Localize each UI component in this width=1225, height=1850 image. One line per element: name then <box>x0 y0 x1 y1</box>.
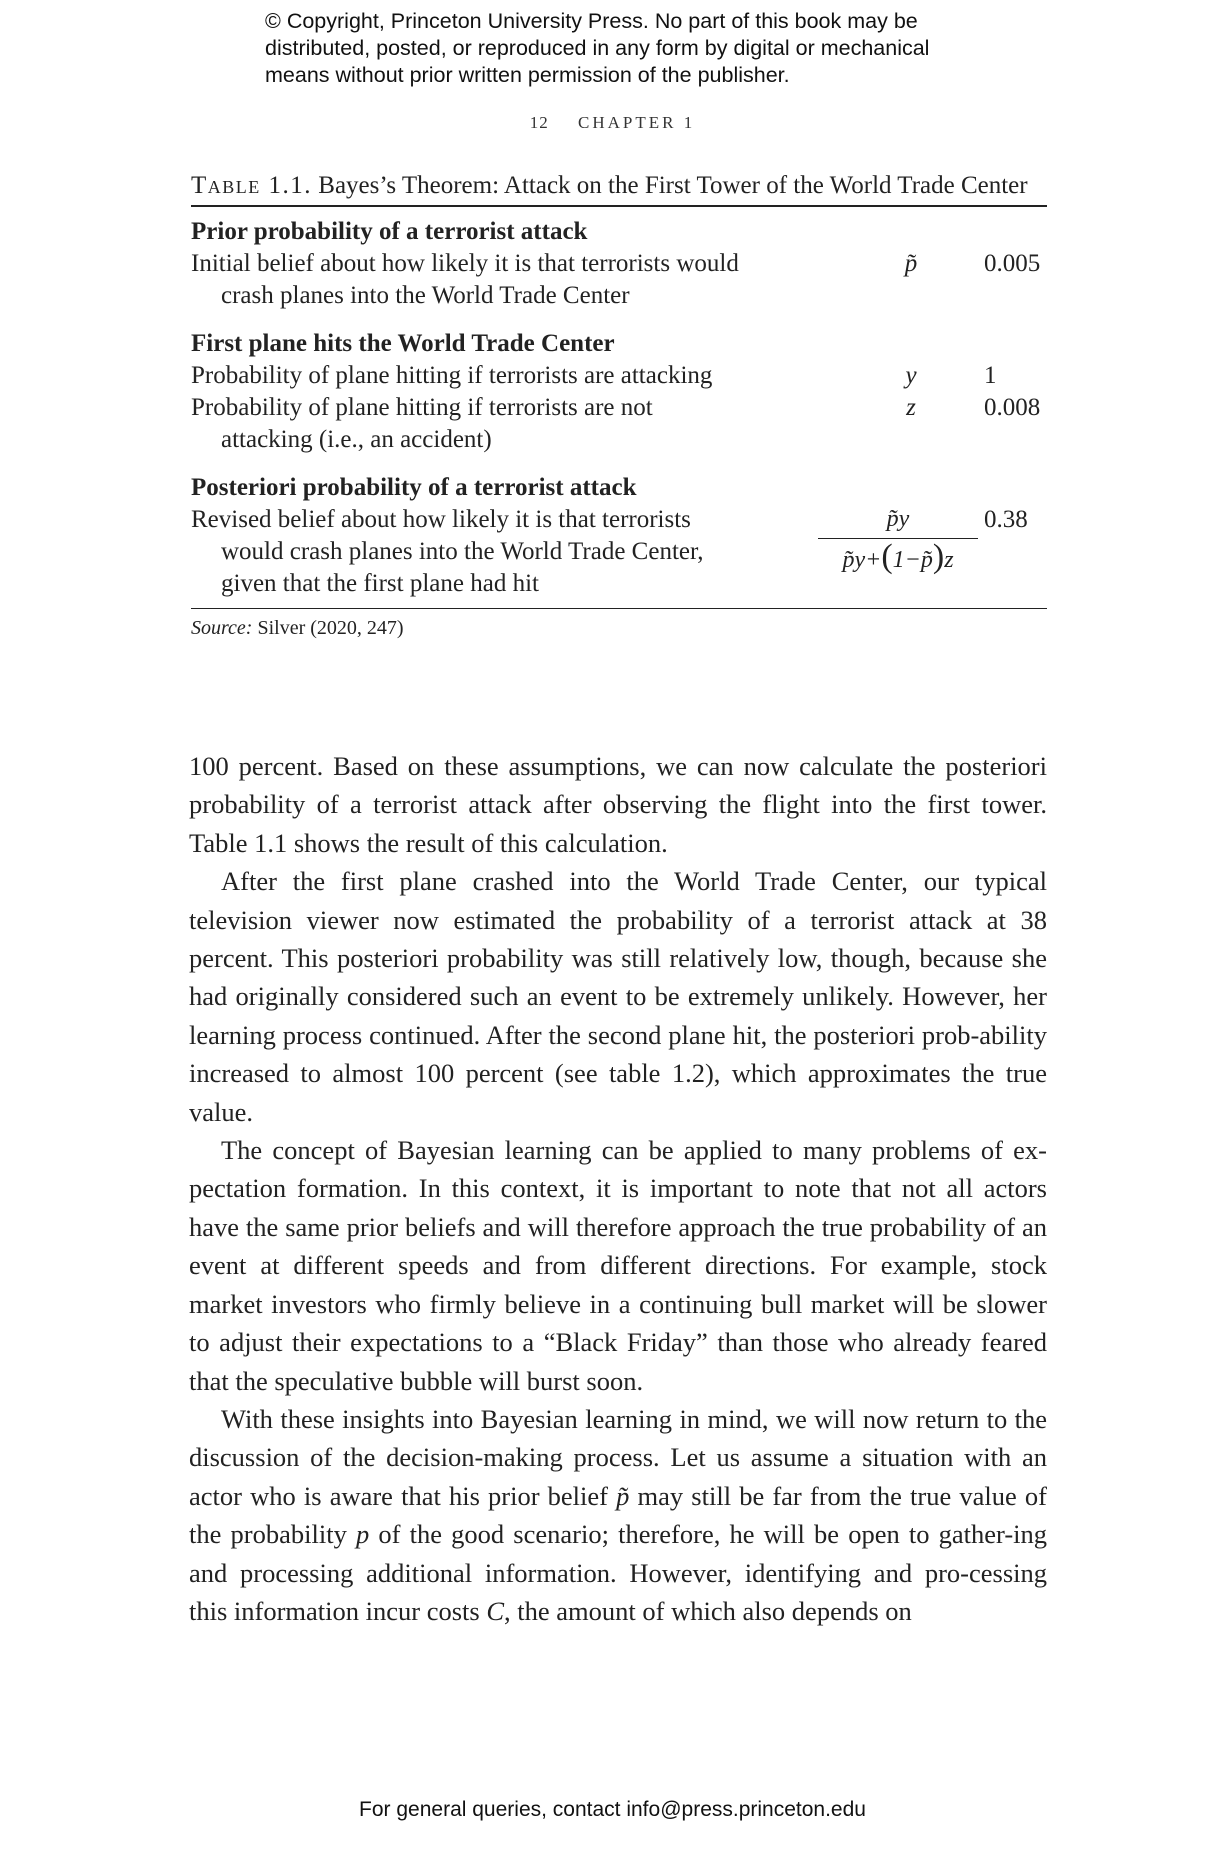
bayes-formula <box>818 504 978 578</box>
row-desc-line: Initial belief about how likely it is that terrorists would <box>191 250 739 277</box>
section-heading: First plane hits the World Trade Center <box>191 330 615 357</box>
body-text <box>189 747 1047 1630</box>
copyright-line: means without prior written permission of the publisher. <box>265 63 790 87</box>
row-desc-line: Probability of plane hitting if terrorists are attacking <box>191 362 713 389</box>
source-label: Source: <box>191 617 253 639</box>
table-label: Table 1.1. <box>191 172 313 199</box>
section-heading: Prior probability of a terrorist attack <box>191 218 588 245</box>
source-text: Silver (2020, 247) <box>257 617 404 639</box>
copyright-line: distributed, posted, or reproduced in any form by digital or mechanical <box>265 36 930 60</box>
footer-contact: For general queries, contact info@press.princeton.edu <box>359 1798 866 1821</box>
table-row <box>191 504 1047 600</box>
table-row <box>191 248 1047 312</box>
formula-den-term: z <box>944 547 954 573</box>
copyright-line: © Copyright, Princeton University Press. No part of this book may be <box>265 9 918 33</box>
table-row <box>191 360 1047 392</box>
formula-denominator <box>818 539 978 578</box>
table-section <box>191 471 1047 600</box>
paragraph-text: , the amount of which also depends on <box>504 1595 912 1626</box>
row-symbol: z <box>906 394 916 421</box>
paragraph-text: of the good scenario; therefore, he will be open to gather-ing and processing additional information. However, identifying and pro-cessing this information incur costs <box>189 1519 1048 1626</box>
table-section <box>191 215 1047 312</box>
row-value: 1 <box>984 362 997 389</box>
table-1-1 <box>191 170 1047 641</box>
table-caption <box>191 170 1047 202</box>
formula-den-term: 1−p̃ <box>892 547 933 573</box>
row-value: 0.008 <box>984 394 1041 421</box>
section-heading: Posteriori probability of a terrorist attack <box>191 474 637 501</box>
paragraph <box>189 1400 1047 1630</box>
table-title: Bayes’s Theorem: Attack on the First Tower of the World Trade Center <box>318 172 1028 199</box>
table-source <box>191 615 1047 641</box>
paragraph-text: may still be far from the true value of the probability <box>189 1480 1047 1550</box>
row-symbol: y <box>905 362 917 389</box>
row-desc-line: crash planes into the World Trade Center <box>221 282 630 309</box>
row-desc-line: would crash planes into the World Trade Center, <box>221 538 704 565</box>
row-desc-line: attacking (i.e., an accident) <box>221 426 492 453</box>
math-symbol: C <box>486 1595 505 1626</box>
page-number: 12 <box>529 113 549 132</box>
row-value: 0.38 <box>984 506 1028 533</box>
table-top-rule <box>191 205 1047 207</box>
row-value: 0.005 <box>984 250 1041 277</box>
row-desc-line: Probability of plane hitting if terrorists are not <box>191 394 653 421</box>
formula-numerator: p̃y <box>818 504 978 539</box>
math-symbol: p̃ <box>616 1480 630 1511</box>
running-head <box>0 113 1225 133</box>
paragraph-text: With these insights into Bayesian learning in mind, we will now return to the discussion of the decision-making process. Let us assume a situation with an actor who is aware that his prior belief <box>189 1403 1047 1511</box>
table-section <box>191 327 1047 456</box>
table-row <box>191 392 1047 456</box>
row-desc-line: Revised belief about how likely it is that terrorists <box>191 506 691 533</box>
math-symbol: p <box>355 1519 370 1550</box>
copyright-notice <box>265 8 1025 89</box>
formula-paren: ( <box>881 538 893 575</box>
paragraph: The concept of Bayesian learning can be applied to many problems of ex-pectation formation. In this context, it is important to note that not all actors have the same prior beliefs and will therefore approach the true probability of an event at different speeds and from different directions. For example, stock market investors who firmly believe in a continuing bull market will be slower to adjust their expectations to a “Black Friday” than those who already feared that the speculative bubble will burst soon. <box>189 1135 1047 1396</box>
row-desc-line: given that the first plane had hit <box>221 570 539 597</box>
paragraph: 100 percent. Based on these assumptions, we can now calculate the posteriori probability of a terrorist attack after observing the flight into the first tower. Table 1.1 shows the result of this calculation. <box>189 751 1047 858</box>
row-symbol: p̃ <box>904 250 918 277</box>
chapter-label: CHAPTER 1 <box>578 113 696 132</box>
formula-paren: ) <box>932 538 945 575</box>
paragraph: After the first plane crashed into the World Trade Center, our typical television viewer now estimated the probability of a terrorist attack at 38 percent. This posteriori probability was still relatively low, though, because she had originally considered such an event to be extremely unlikely. However, her learning process continued. After the second plane hit, the posteriori prob-ability increased to almost 100 percent (see table 1.2), which approximates the true value. <box>189 866 1047 1127</box>
formula-den-term: p̃y+ <box>842 547 882 573</box>
table-bottom-rule <box>191 608 1047 609</box>
